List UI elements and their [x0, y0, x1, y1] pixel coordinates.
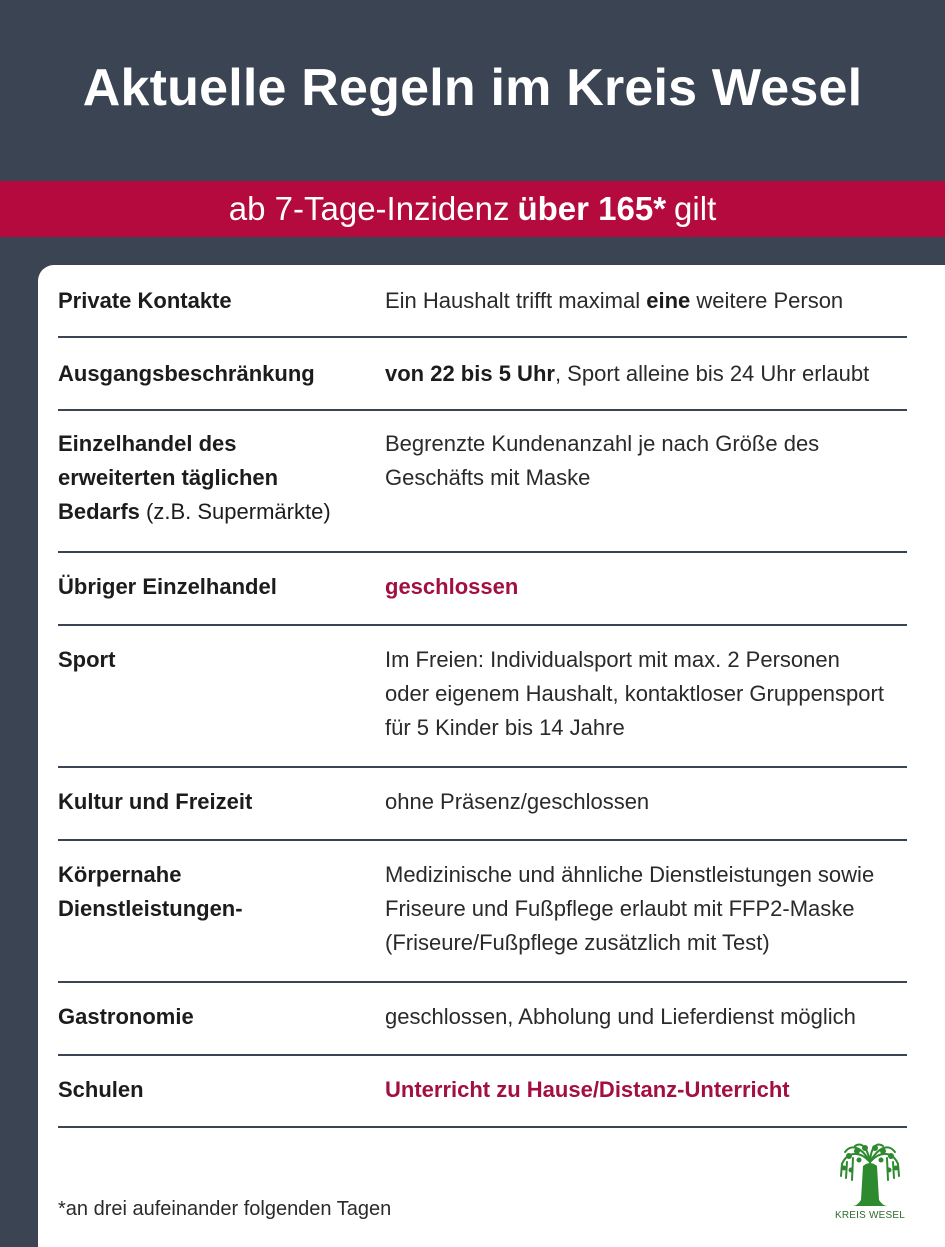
rule-value — [385, 284, 915, 318]
rule-value: geschlossen, Abholung und Lieferdienst möglich — [385, 1004, 856, 1029]
rule-value-text: weitere Person — [696, 288, 844, 313]
rule-row — [58, 411, 907, 553]
rule-label — [58, 427, 358, 529]
rule-label: Übriger Einzelhandel — [58, 574, 277, 599]
rule-row — [58, 1056, 907, 1128]
band-suffix: gilt — [674, 190, 717, 227]
header — [0, 0, 945, 181]
page-title: Aktuelle Regeln im Kreis Wesel — [82, 58, 863, 117]
willow-tree-icon — [837, 1142, 903, 1208]
rule-label: Schulen — [58, 1077, 144, 1102]
band-prefix: ab 7-Tage-Inzidenz — [228, 190, 510, 227]
rule-row — [58, 768, 907, 841]
rule-value-bold: von 22 bis 5 Uhr — [385, 361, 555, 386]
rule-label: Gastronomie — [58, 1004, 194, 1029]
rule-value — [385, 357, 915, 391]
rule-label-text: Einzelhandel des erweiterten täglichen Bedarfs — [58, 431, 279, 524]
rule-row — [58, 265, 907, 338]
rule-row — [58, 338, 907, 411]
rule-value: Im Freien: Individualsport mit max. 2 Personen oder eigenem Haushalt, kontaktloser Gruppensport für 5 Kinder bis 14 Jahre — [385, 647, 884, 740]
rule-value-bold: eine — [646, 288, 691, 313]
rule-value-text: , Sport alleine bis 24 Uhr erlaubt — [554, 361, 870, 386]
rule-value: geschlossen — [385, 574, 519, 599]
band-highlight: über 165* — [517, 190, 667, 227]
rule-label: Sport — [58, 647, 116, 672]
rule-label: Private Kontakte — [58, 288, 232, 313]
incidence-band — [0, 181, 945, 237]
rule-row — [58, 626, 907, 768]
rule-value: Unterricht zu Hause/Distanz-Unterricht — [385, 1077, 790, 1102]
rule-label: Körpernahe Dienstleistungen- — [58, 862, 243, 921]
rule-label-note: (z.B. Supermärkte) — [146, 499, 331, 524]
rule-value: Medizinische und ähnliche Dienstleistungen sowie Friseure und Fußpflege erlaubt mit FFP2-Maske (Friseure/Fußpflege zusätzlich mit Test) — [385, 862, 875, 955]
logo-text: KREIS WESEL — [835, 1210, 905, 1221]
rule-row — [58, 841, 907, 983]
rule-label: Kultur und Freizeit — [58, 789, 253, 814]
rule-value: ohne Präsenz/geschlossen — [385, 789, 650, 814]
kreis-wesel-logo — [832, 1142, 908, 1232]
rule-value: Begrenzte Kundenanzahl je nach Größe des Geschäfts mit Maske — [385, 431, 820, 490]
footnote: *an drei aufeinander folgenden Tagen — [58, 1198, 392, 1220]
rule-row — [58, 553, 907, 626]
rule-label: Ausgangsbeschränkung — [58, 361, 315, 386]
rules-card — [38, 265, 945, 1247]
rule-row — [58, 983, 907, 1056]
rule-value-text: Ein Haushalt trifft maximal — [385, 288, 641, 313]
